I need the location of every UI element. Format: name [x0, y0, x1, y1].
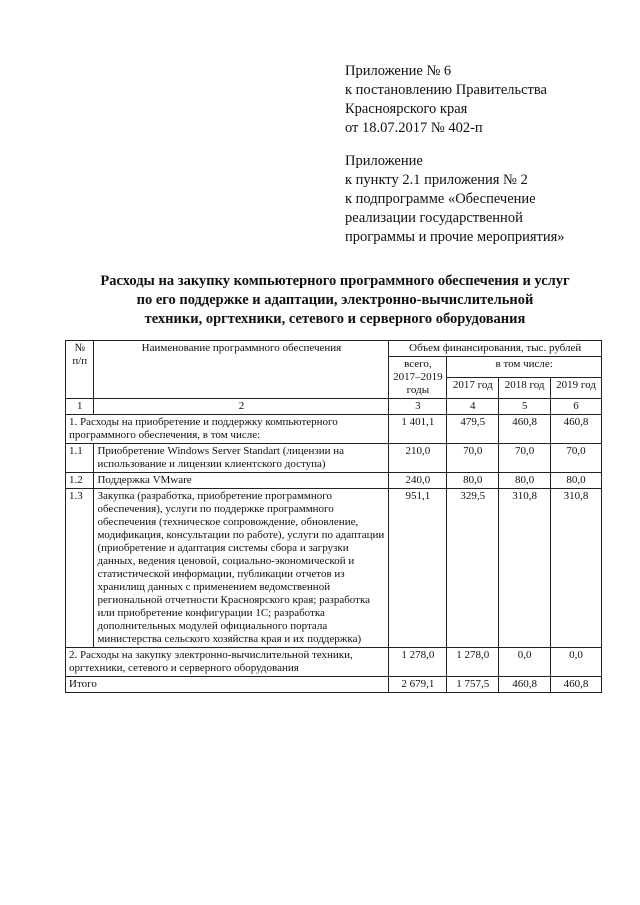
table-index-row — [66, 399, 602, 415]
appendix-header-line: Приложение № 6 — [345, 63, 452, 79]
row-2018: 310,8 — [499, 489, 551, 648]
index-cell: 3 — [389, 399, 447, 415]
table-row — [66, 415, 602, 444]
header-2019: 2019 год — [551, 378, 602, 399]
appendix-reference — [345, 152, 565, 247]
header-2018: 2018 год — [499, 378, 551, 399]
header-total: всего, 2017–2019 годы — [389, 357, 447, 399]
table-row — [66, 473, 602, 489]
appendix-header — [345, 62, 547, 138]
table-header-row — [66, 341, 602, 357]
table-row — [66, 648, 602, 677]
row-2018: 0,0 — [499, 648, 551, 677]
total-all: 2 679,1 — [389, 677, 447, 693]
header-including: в том числе: — [447, 357, 602, 378]
row-2019: 310,8 — [551, 489, 602, 648]
row-2019: 0,0 — [551, 648, 602, 677]
document-title — [70, 272, 600, 329]
table-row — [66, 444, 602, 473]
row-name: 1. Расходы на приобретение и поддержку компьютерного программного обеспечения, в том числе: — [66, 415, 389, 444]
row-total: 951,1 — [389, 489, 447, 648]
index-cell: 6 — [551, 399, 602, 415]
row-2017: 70,0 — [447, 444, 499, 473]
appendix-header-line: к постановлению Правительства — [345, 82, 547, 98]
appendix-reference-line: программы и прочие мероприятия» — [345, 229, 565, 245]
title-line: по его поддержке и адаптации, электронно-вычислительной — [136, 292, 534, 308]
header-funding: Объем финансирования, тыс. рублей — [389, 341, 602, 357]
row-total: 210,0 — [389, 444, 447, 473]
index-cell: 4 — [447, 399, 499, 415]
row-num: 1.3 — [66, 489, 94, 648]
row-name: 2. Расходы на закупку электронно-вычислительной техники, оргтехники, сетевого и серверного оборудования — [66, 648, 389, 677]
row-2017: 1 278,0 — [447, 648, 499, 677]
appendix-header-line: от 18.07.2017 № 402-п — [345, 120, 483, 136]
row-name: Закупка (разработка, приобретение программного обеспечения), услуги по поддержке программного обеспечения (техническое сопровождение, обновление, модификация, консультации по работе), услуги по адаптации (приобретение и адаптация системы сбора и загрузки данных, ведения ценовой, социально-экономической и статистической информации, публикации отчетов из хранилищ данных с применением ведомственной региональной отчетности Красноярского края; разработка или приобретение конфигурации 1С; разработка дополнительных модулей официального портала министерства сельского хозяйства края и их поддержка) — [94, 489, 389, 648]
row-2019: 70,0 — [551, 444, 602, 473]
row-2017: 329,5 — [447, 489, 499, 648]
total-2017: 1 757,5 — [447, 677, 499, 693]
index-cell: 2 — [94, 399, 389, 415]
index-cell: 1 — [66, 399, 94, 415]
index-cell: 5 — [499, 399, 551, 415]
row-2017: 479,5 — [447, 415, 499, 444]
row-total: 1 278,0 — [389, 648, 447, 677]
row-2018: 80,0 — [499, 473, 551, 489]
header-name: Наименование программного обеспечения — [94, 341, 389, 399]
row-2019: 460,8 — [551, 415, 602, 444]
header-2017: 2017 год — [447, 378, 499, 399]
title-line: техники, оргтехники, сетевого и серверного оборудования — [144, 311, 526, 327]
row-total: 240,0 — [389, 473, 447, 489]
appendix-reference-line: к подпрограмме «Обеспечение — [345, 191, 536, 207]
row-2018: 460,8 — [499, 415, 551, 444]
table-total-row — [66, 677, 602, 693]
title-line: Расходы на закупку компьютерного программного обеспечения и услуг — [100, 273, 570, 289]
appendix-header-line: Красноярского края — [345, 101, 468, 117]
row-name: Поддержка VMware — [94, 473, 389, 489]
expenses-table — [65, 340, 602, 693]
total-2019: 460,8 — [551, 677, 602, 693]
table-row — [66, 489, 602, 648]
row-num: 1.2 — [66, 473, 94, 489]
row-num: 1.1 — [66, 444, 94, 473]
row-2018: 70,0 — [499, 444, 551, 473]
appendix-reference-line: к пункту 2.1 приложения № 2 — [345, 172, 528, 188]
row-2017: 80,0 — [447, 473, 499, 489]
row-total: 1 401,1 — [389, 415, 447, 444]
appendix-reference-line: Приложение — [345, 153, 423, 169]
header-num: № п/п — [66, 341, 94, 399]
row-name: Приобретение Windows Server Standart (лицензии на использование и лицензии клиентского доступа) — [94, 444, 389, 473]
total-label: Итого — [66, 677, 389, 693]
row-2019: 80,0 — [551, 473, 602, 489]
total-2018: 460,8 — [499, 677, 551, 693]
appendix-reference-line: реализации государственной — [345, 210, 523, 226]
